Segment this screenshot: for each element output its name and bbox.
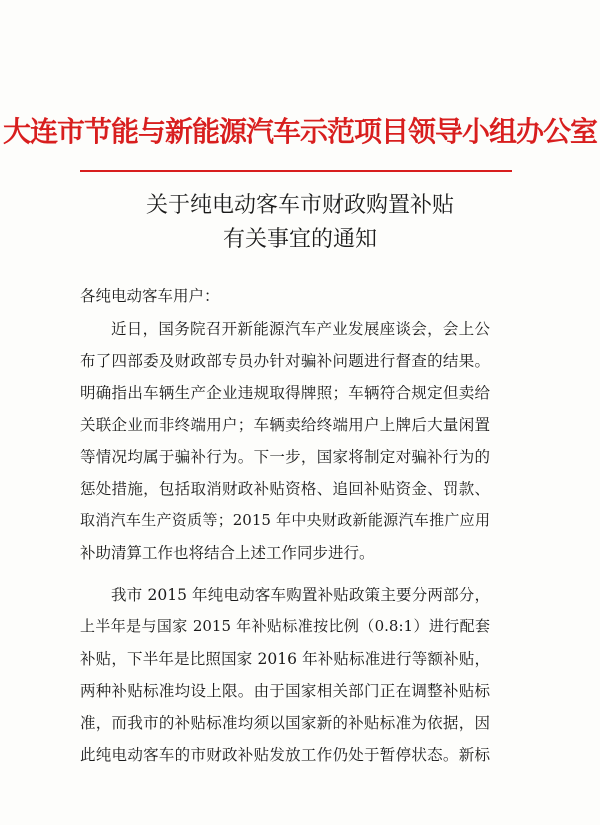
paragraph-2-line: 此纯电动客车的市财政补贴发放工作仍处于暂停状态。新标 [80,746,490,764]
organization-header: 大连市节能与新能源汽车示范项目领导小组办公室 [2,115,597,148]
paragraph-1-line: 布了四部委及财政部专员办针对骗补问题进行督查的结果。 [80,352,490,370]
paragraph-2-line: 补贴，下半年是比照国家 2016 年补贴标准进行等额补贴， [80,650,490,668]
paragraph-1-line: 惩处措施，包括取消财政补贴资格、追回补贴资金、罚款、 [80,480,490,498]
paragraph-1-line: 关联企业而非终端用户；车辆卖给终端用户上牌后大量闲置 [80,416,490,434]
paragraph-1-line: 明确指出车辆生产企业违规取得牌照；车辆符合规定但卖给 [80,384,490,402]
paragraph-1-line: 近日，国务院召开新能源汽车产业发展座谈会，会上公 [111,320,490,338]
paragraph-2-line: 准，而我市的补贴标准均须以国家新的补贴标准为依据，因 [80,714,490,732]
document-title-line-1: 关于纯电动客车市财政购置补贴 [145,193,454,218]
paragraph-2-line: 我市 2015 年纯电动客车购置补贴政策主要分两部分， [111,586,490,604]
paragraph-1-line: 取消汽车生产资质等；2015 年中央财政新能源汽车推广应用 [80,511,490,529]
header-divider [80,170,512,172]
addressee: 各纯电动客车用户： [80,287,220,305]
paragraph-2-line: 上半年是与国家 2015 年补贴标准按比例（0.8:1）进行配套 [80,617,490,635]
paragraph-2-line: 两种补贴标准均设上限。由于国家相关部门正在调整补贴标 [80,682,490,700]
document-title-line-2: 有关事宜的通知 [222,227,377,252]
paragraph-1-line: 等情况均属于骗补行为。下一步，国家将制定对骗补行为的 [80,448,490,466]
paragraph-1-line: 补助清算工作也将结合上述工作同步进行。 [80,544,375,562]
